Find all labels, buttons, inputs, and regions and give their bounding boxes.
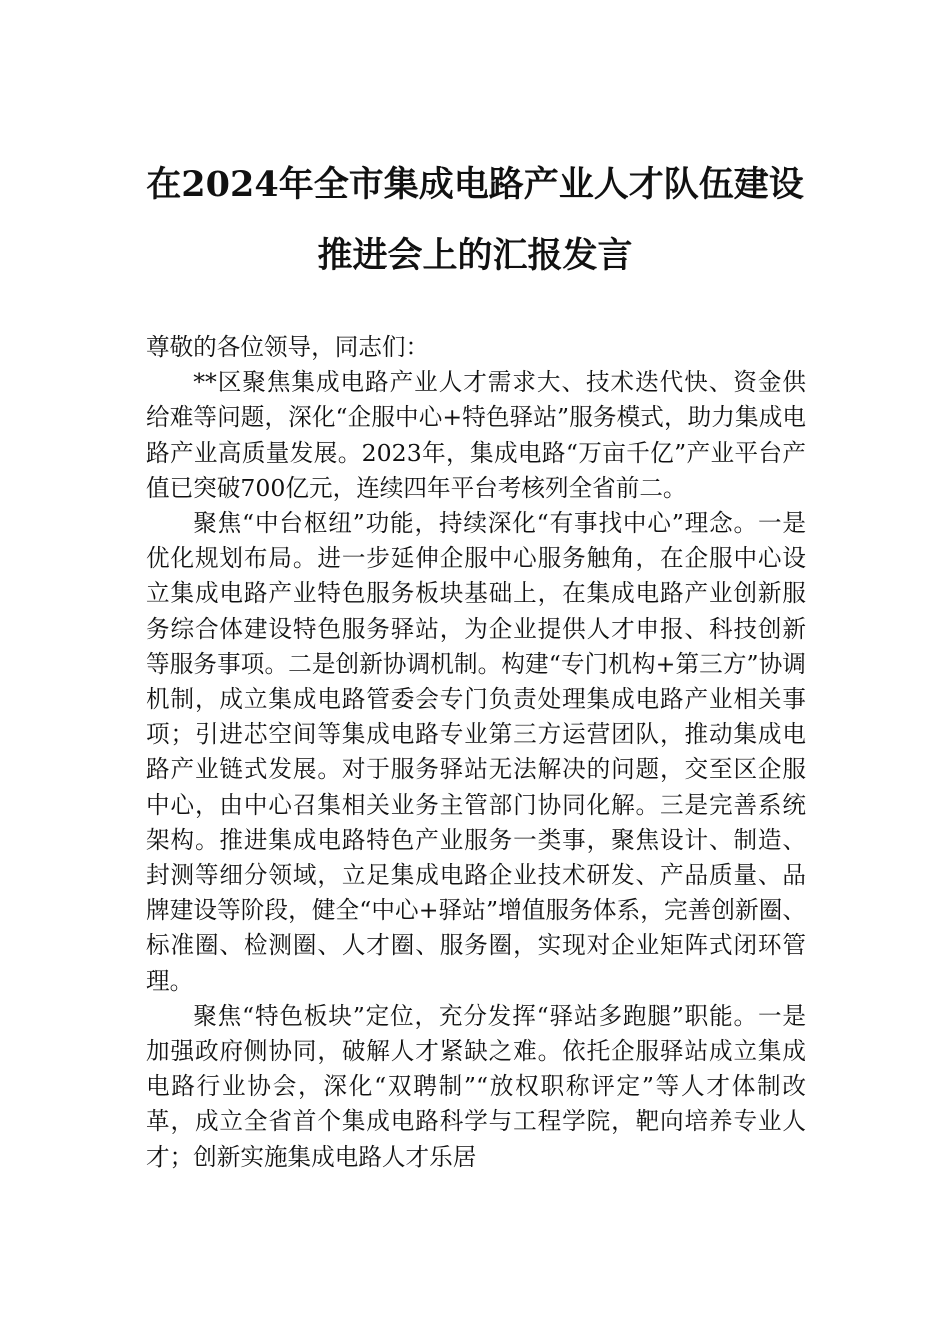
document-title-line-2: 推进会上的汇报发言 <box>317 235 633 276</box>
paragraph-special-section: 聚焦“特色板块”定位，充分发挥“驿站多跑腿”职能。一是加强政府侧协同，破解人才紧缺之难。依托企服驿站成立集成电路行业协会，深化“双聘制”“放权职称评定”等人才体制改革，成立全省首个集成电路科学与工程学院，靶向培养专业人才；创新实施集成电路人才乐居 <box>146 1001 806 1171</box>
paragraph-intro: **区聚焦集成电路产业人才需求大、技术迭代快、资金供给难等问题，深化“企服中心+特色驿站”服务模式，助力集成电路产业高质量发展。2023年，集成电路“万亩千亿”产业平台产值已突破700亿元，连续四年平台考核列全省前二。 <box>146 368 806 502</box>
document-title-line-1: 在2024年全市集成电路产业人才队伍建设 <box>146 164 804 205</box>
salutation: 尊敬的各位领导，同志们： <box>146 333 430 361</box>
document-body <box>146 330 806 1175</box>
paragraph-hub-function: 聚焦“中台枢纽”功能，持续深化“有事找中心”理念。一是优化规划布局。进一步延伸企服中心服务触角，在企服中心设立集成电路产业特色服务板块基础上，在集成电路产业创新服务综合体建设特色服务驿站，为企业提供人才申报、科技创新等服务事项。二是创新协调机制。构建“专门机构+第三方”协调机制，成立集成电路管委会专门负责处理集成电路产业相关事项；引进芯空间等集成电路专业第三方运营团队，推动集成电路产业链式发展。对于服务驿站无法解决的问题，交至区企服中心，由中心召集相关业务主管部门协同化解。三是完善系统架构。推进集成电路特色产业服务一类事，聚焦设计、制造、封测等细分领域，立足集成电路企业技术研发、产品质量、品牌建设等阶段，健全“中心+驿站”增值服务体系，完善创新圈、标准圈、检测圈、人才圈、服务圈，实现对企业矩阵式闭环管理。 <box>146 509 806 995</box>
